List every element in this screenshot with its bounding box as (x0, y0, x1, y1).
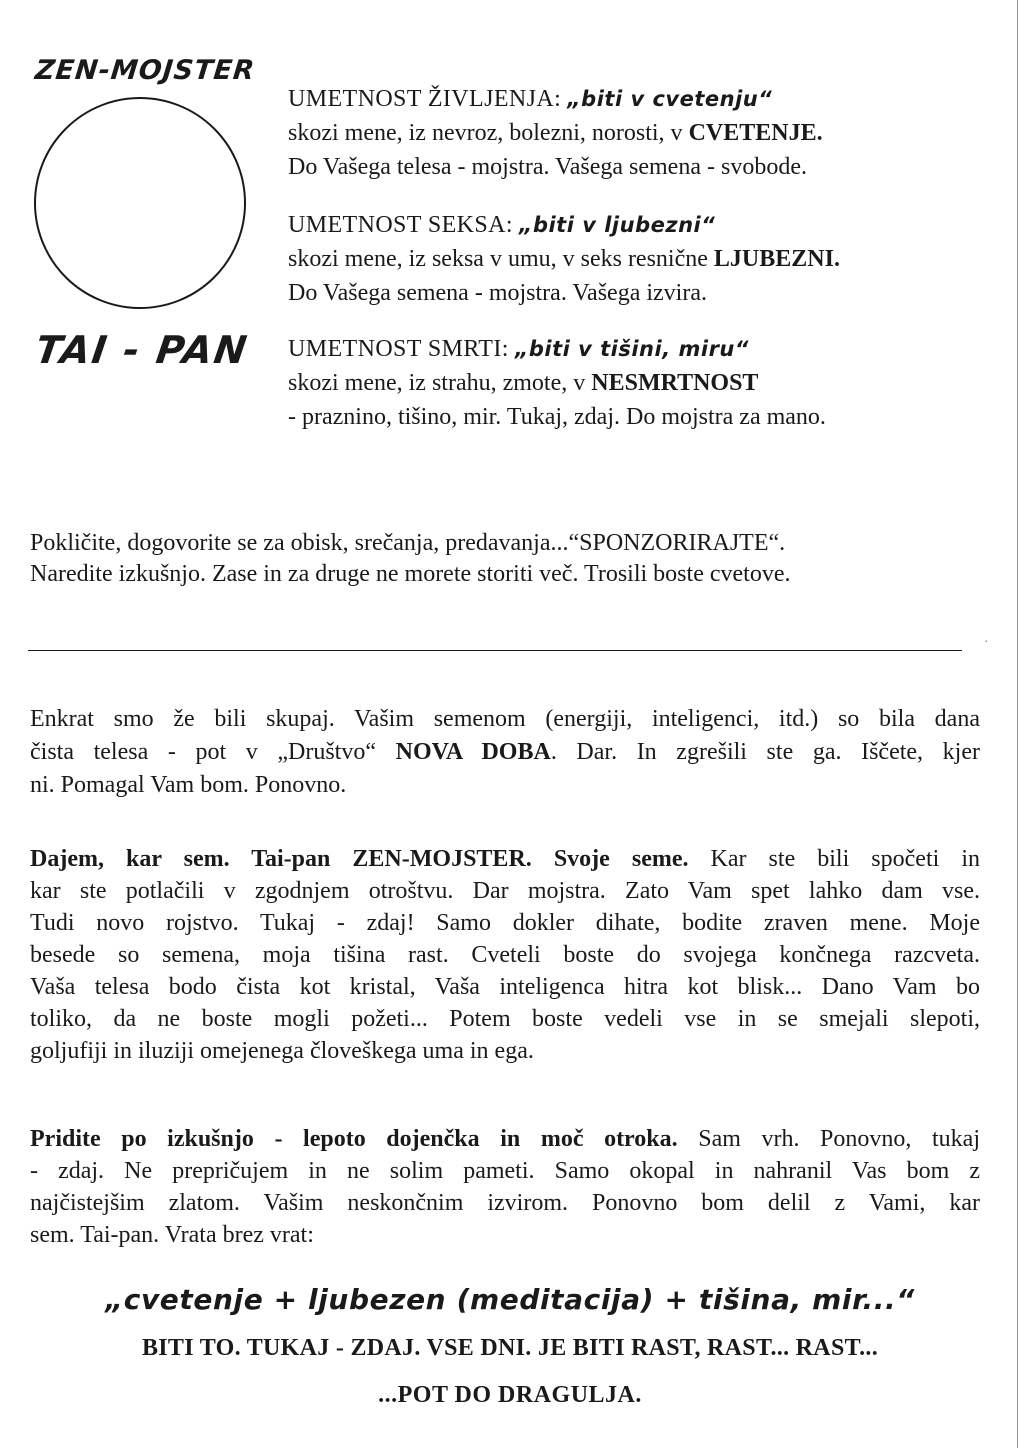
call-line-2: Naredite izkušnjo. Zase in za druge ne morete storiti več. Trosili boste cvetove. (30, 561, 791, 587)
call-to-action (30, 528, 980, 590)
paragraph-text: Kar ste bili spočeti in (688, 846, 981, 872)
logo-circle (34, 97, 246, 309)
section-line: - praznino, tišino, mir. Tukaj, zdaj. Do mojstra za mano. (288, 404, 826, 430)
section-line: Do Vašega semena - mojstra. Vašega izvira. (288, 280, 707, 306)
paragraph-line: ni. Pomagal Vam bom. Ponovno. (30, 772, 347, 798)
paragraph-text: . Dar. In zgrešili ste ga. Iščete, kjer (550, 739, 980, 765)
call-line-1: Pokličite, dogovorite se za obisk, srečanja, predavanja...“SPONZORIRAJTE“. (30, 530, 786, 556)
section-line (288, 366, 1008, 400)
section-handwritten-note: „biti v ljubezni“ (518, 213, 716, 237)
paragraph-line: toliko, da ne boste mogli požeti... Potem boste vedeli vse in se smejali slepoti, (30, 1006, 980, 1032)
paragraph-line: kar ste potlačili v zgodnjem otroštvu. Dar mojstra. Zato Vam spet lahko dam vse. (30, 878, 980, 904)
separator-line (28, 650, 962, 651)
scan-edge-line (1017, 0, 1018, 1448)
section-line (288, 116, 1008, 150)
paragraph-line: Tudi novo rojstvo. Tukaj - zdaj! Samo dokler dihate, bodite zraven mene. Moje (30, 910, 980, 936)
section-heading (288, 208, 1008, 242)
section-text: skozi mene, iz strahu, zmote, v (288, 370, 592, 396)
paragraph-text: Sam vrh. Ponovno, tukaj (677, 1126, 980, 1152)
section-text: skozi mene, iz seksa v umu, v seks resnične (288, 246, 714, 272)
paragraph-bold: NOVA DOBA (395, 739, 551, 765)
paragraph-line (30, 843, 980, 875)
paragraph-line: - zdaj. Ne prepričujem in ne solim pameti. Samo okopal in nahranil Vas bom z (30, 1158, 980, 1184)
paragraph-line (30, 736, 980, 769)
handwritten-slogan: „cvetenje + ljubezen (meditacija) + tišina, mir...“ (105, 1283, 915, 1316)
section-sex (288, 208, 1008, 310)
paragraph-line: goljufiji in iluziji omejenega človeškega uma in ega. (30, 1038, 534, 1064)
section-handwritten-note: „biti v tišini, miru“ (514, 337, 749, 361)
section-heading-label: UMETNOST SEKSA: (288, 212, 513, 238)
logo-top-text: ZEN-MOJSTER (33, 55, 257, 86)
paragraph-past (30, 703, 980, 802)
logo-bottom-text: TAI - PAN (32, 328, 252, 372)
section-heading-label: UMETNOST SMRTI: (288, 336, 509, 362)
section-heading (288, 332, 1008, 366)
scan-mark: · (984, 635, 989, 650)
section-heading (288, 82, 1008, 116)
paragraph-line: sem. Tai-pan. Vrata brez vrat: (30, 1222, 314, 1248)
closing-line-2: ...POT DO DRAGULJA. (378, 1382, 642, 1408)
paragraph-bold: Pridite po izkušnjo - lepoto dojenčka in moč otroka. (30, 1126, 678, 1152)
section-handwritten-note: „biti v cvetenju“ (567, 87, 773, 111)
section-line (288, 242, 1008, 276)
section-bold-word: NESMRTNOST (591, 370, 759, 396)
section-death (288, 332, 1008, 434)
paragraph-line: najčistejšim zlatom. Vašim neskončnim izvirom. Ponovno bom delil z Vami, kar (30, 1190, 980, 1216)
section-line: Do Vašega telesa - mojstra. Vašega semena - svobode. (288, 154, 807, 180)
paragraph-line (30, 1123, 980, 1155)
paragraph-experience (30, 1123, 980, 1251)
paragraph-text: čista telesa - pot v „Društvo“ (30, 739, 396, 765)
section-text: skozi mene, iz nevroz, bolezni, norosti, v (288, 120, 689, 146)
section-life (288, 82, 1008, 184)
paragraph-line: Vaša telesa bodo čista kot kristal, Vaša inteligenca hitra kot blisk... Dano Vam bo (30, 974, 980, 1000)
paragraph-line: Enkrat smo že bili skupaj. Vašim semenom (energiji, inteligenci, itd.) so bila dana (30, 706, 980, 732)
section-bold-word: LJUBEZNI. (713, 246, 840, 272)
closing-line-1: BITI TO. TUKAJ - ZDAJ. VSE DNI. JE BITI RAST, RAST... RAST... (141, 1335, 879, 1361)
section-bold-word: CVETENJE. (688, 120, 823, 146)
art-sections (288, 82, 1008, 458)
paragraph-line: besede so semena, moja tišina rast. Cveteli boste do svojega končnega razcveta. (30, 942, 980, 968)
paragraph-gift (30, 843, 980, 1067)
section-heading-label: UMETNOST ŽIVLJENJA: (288, 86, 562, 112)
paragraph-bold: Dajem, kar sem. Tai-pan ZEN-MOJSTER. Svoje seme. (30, 846, 689, 872)
